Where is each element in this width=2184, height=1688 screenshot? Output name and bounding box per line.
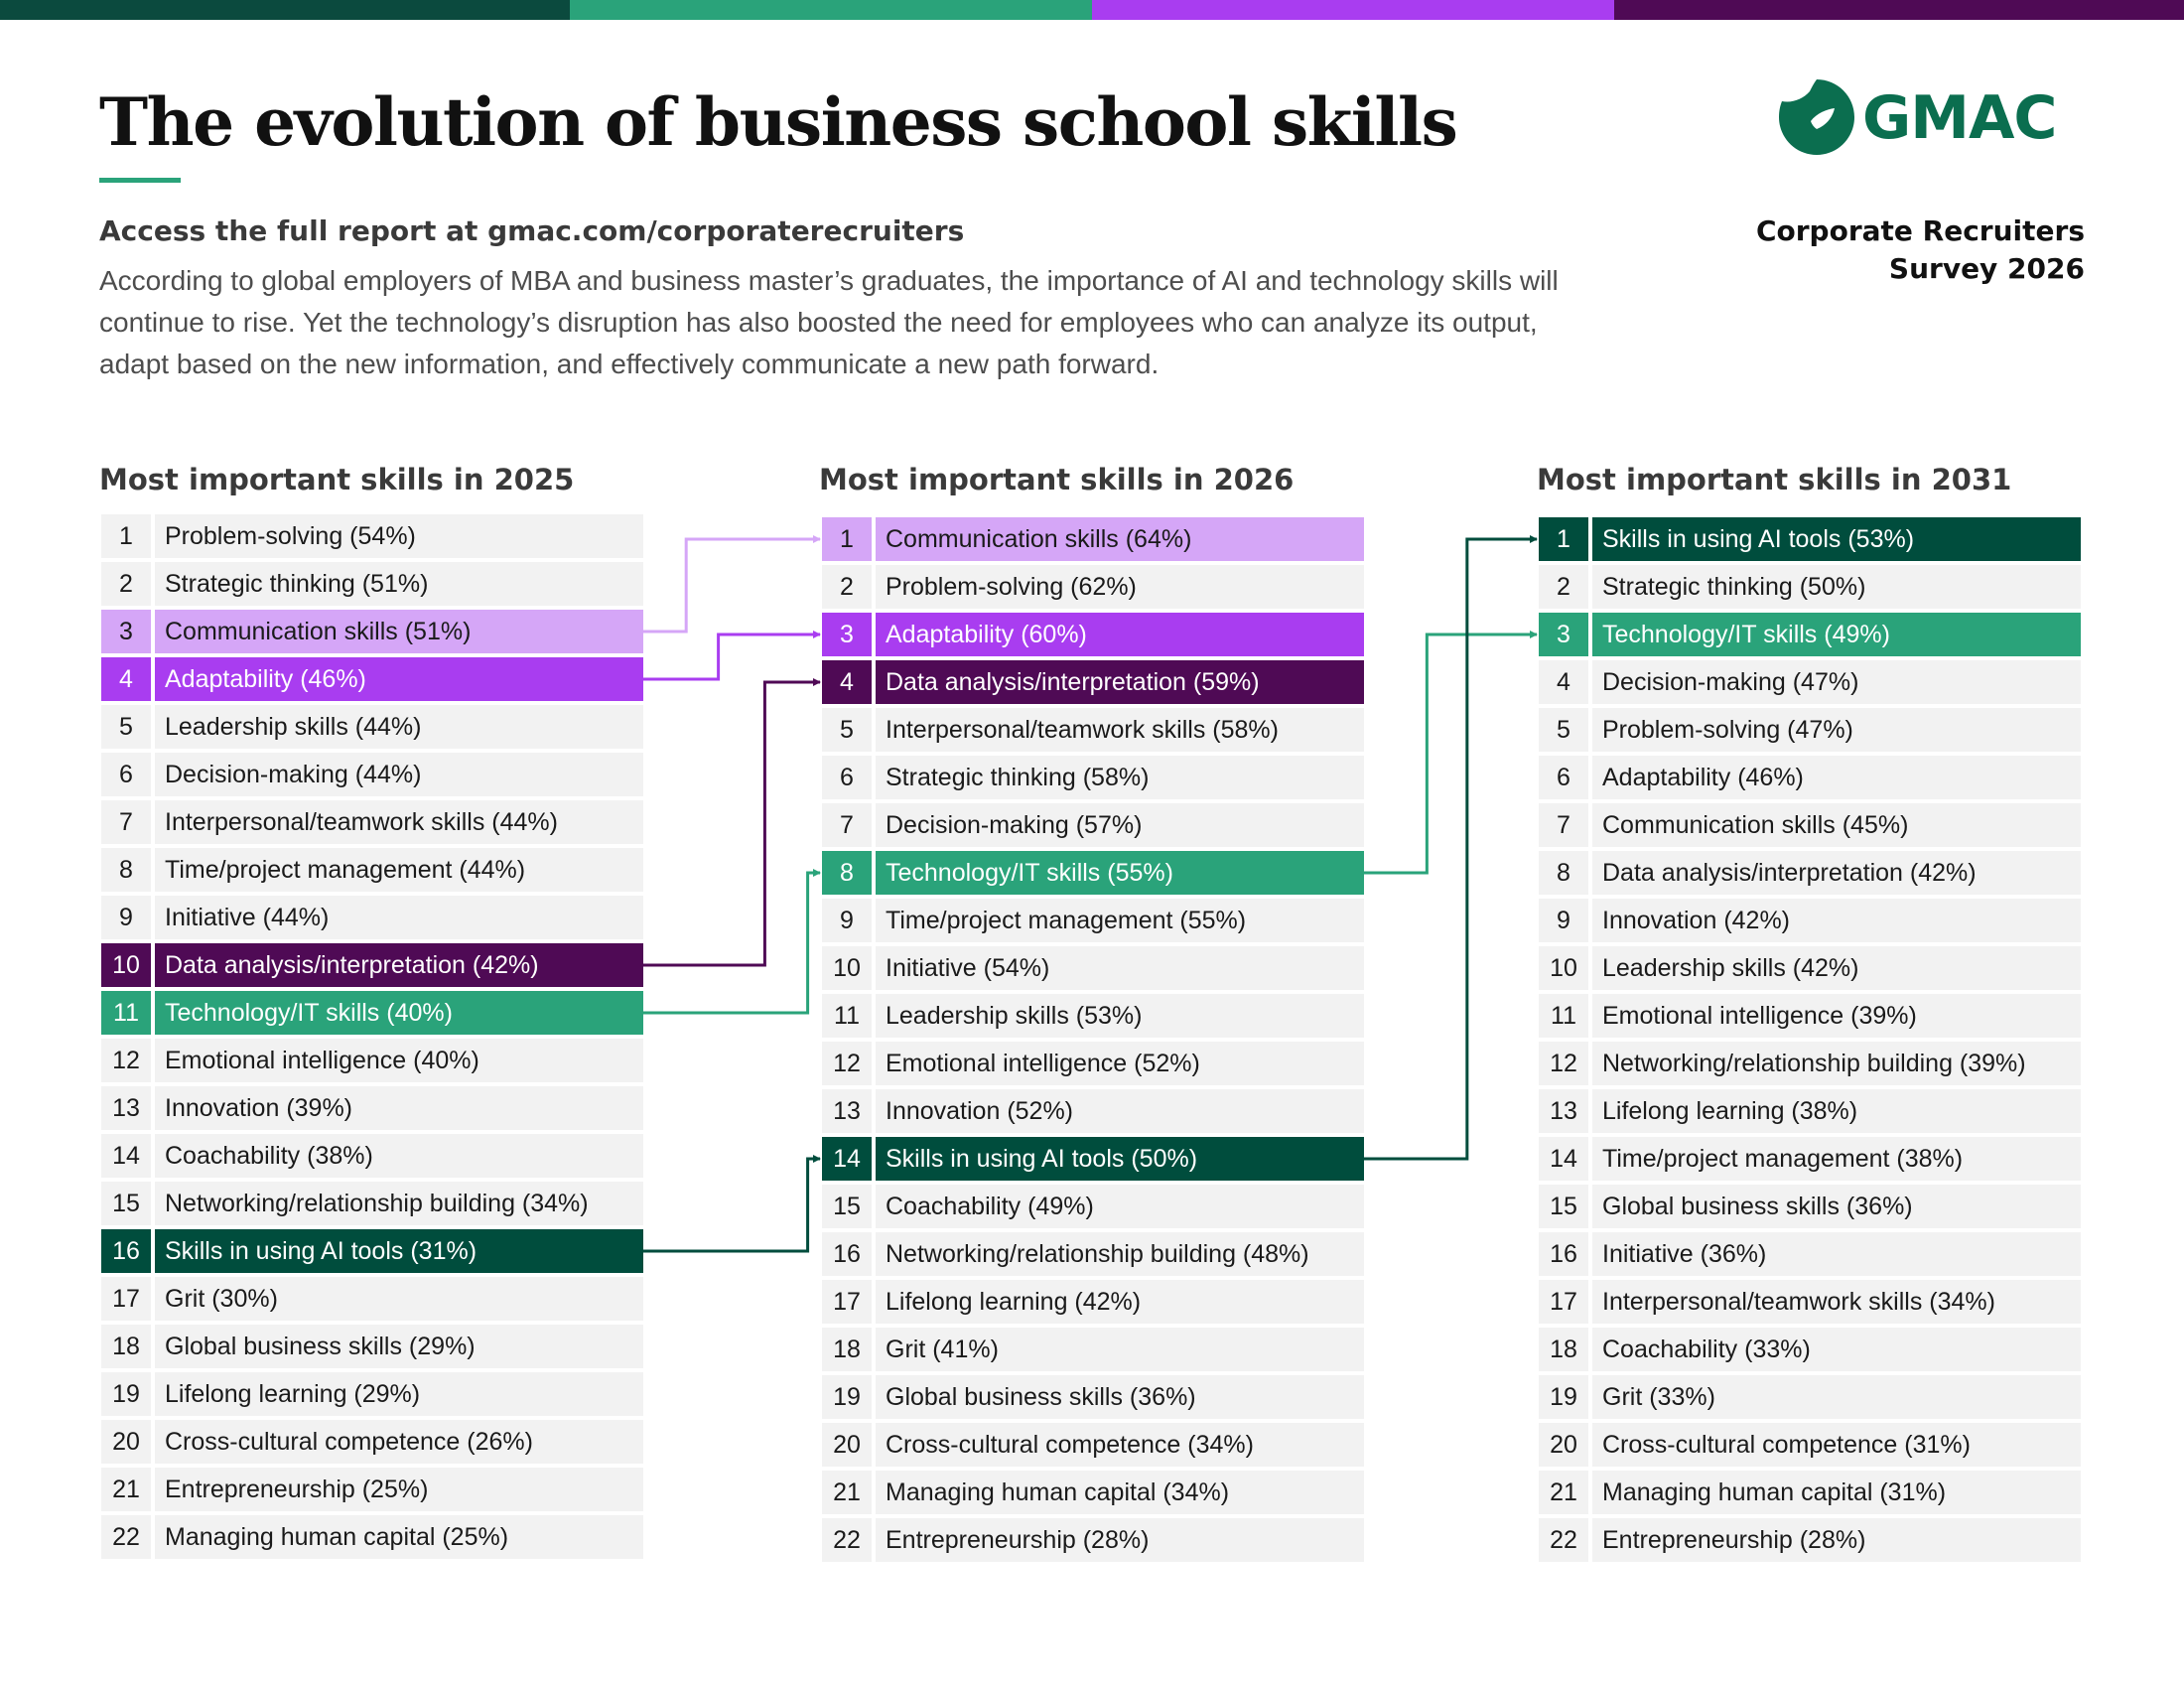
skill-label: Global business skills (29%) (155, 1325, 643, 1368)
skill-rank: 14 (822, 1137, 872, 1181)
skill-rank: 16 (1539, 1232, 1588, 1276)
skill-rank: 6 (101, 753, 151, 796)
skill-rank: 19 (101, 1372, 151, 1416)
skill-rank: 9 (1539, 899, 1588, 942)
skill-rank: 1 (822, 517, 872, 561)
skill-rank: 5 (822, 708, 872, 752)
skill-row (101, 1039, 643, 1082)
skill-label: Adaptability (60%) (876, 613, 1364, 656)
skill-label: Networking/relationship building (34%) (155, 1182, 643, 1225)
skill-label: Data analysis/interpretation (42%) (1592, 851, 2081, 895)
report-link[interactable]: Access the full report at gmac.com/corporaterecruiters (99, 214, 965, 247)
column-title-2026: Most important skills in 2026 (819, 463, 1295, 496)
skill-row (822, 756, 1364, 799)
skill-rank: 17 (1539, 1280, 1588, 1324)
skill-row (101, 753, 643, 796)
skill-row (1539, 1375, 2081, 1419)
skill-row (822, 1328, 1364, 1371)
skill-rank: 21 (1539, 1471, 1588, 1514)
skill-row (1539, 1328, 2081, 1371)
skill-rank: 12 (1539, 1042, 1588, 1085)
skill-label: Grit (41%) (876, 1328, 1364, 1371)
column-title-2025: Most important skills in 2025 (99, 463, 575, 496)
skill-row (1539, 1185, 2081, 1228)
skill-row (1539, 660, 2081, 704)
page-title: The evolution of business school skills (99, 83, 1457, 161)
skill-rank: 1 (1539, 517, 1588, 561)
skill-rank: 18 (1539, 1328, 1588, 1371)
skill-row (822, 1185, 1364, 1228)
skill-rank: 22 (822, 1518, 872, 1562)
skill-row (1539, 1518, 2081, 1562)
skill-rank: 4 (1539, 660, 1588, 704)
skill-label: Decision-making (44%) (155, 753, 643, 796)
skill-label: Entrepreneurship (28%) (876, 1518, 1364, 1562)
skill-rank: 9 (822, 899, 872, 942)
skill-rank: 10 (822, 946, 872, 990)
skill-label: Lifelong learning (42%) (876, 1280, 1364, 1324)
connector-arrow (643, 1159, 820, 1251)
skill-row (101, 1134, 643, 1178)
skill-label: Coachability (38%) (155, 1134, 643, 1178)
survey-label (1756, 212, 2085, 288)
skill-label: Interpersonal/teamwork skills (34%) (1592, 1280, 2081, 1324)
leaf-circle-icon (1775, 75, 1858, 159)
top-bar-segment-plum (1614, 0, 2184, 20)
skill-row (1539, 1471, 2081, 1514)
skill-row (101, 800, 643, 844)
skill-rank: 7 (1539, 803, 1588, 847)
skill-row (822, 660, 1364, 704)
skill-row (822, 613, 1364, 656)
skill-rank: 9 (101, 896, 151, 939)
connector-arrow (1364, 539, 1537, 1159)
skill-row (101, 705, 643, 749)
skill-row (1539, 1423, 2081, 1467)
skill-rank: 8 (101, 848, 151, 892)
skill-label: Grit (30%) (155, 1277, 643, 1321)
skill-label: Communication skills (45%) (1592, 803, 2081, 847)
skill-rank: 5 (1539, 708, 1588, 752)
skill-label: Technology/IT skills (49%) (1592, 613, 2081, 656)
skill-row (1539, 708, 2081, 752)
connector-arrow (643, 539, 820, 632)
skill-row (822, 1375, 1364, 1419)
skill-label: Data analysis/interpretation (59%) (876, 660, 1364, 704)
skill-rank: 8 (1539, 851, 1588, 895)
skill-row (101, 848, 643, 892)
skill-row (101, 1420, 643, 1464)
skill-label: Strategic thinking (50%) (1592, 565, 2081, 609)
skill-rank: 1 (101, 514, 151, 558)
skill-label: Problem-solving (54%) (155, 514, 643, 558)
skill-row (101, 943, 643, 987)
skill-rank: 15 (822, 1185, 872, 1228)
skill-label: Leadership skills (53%) (876, 994, 1364, 1038)
skill-rank: 20 (101, 1420, 151, 1464)
skill-row (1539, 1042, 2081, 1085)
skill-label: Cross-cultural competence (31%) (1592, 1423, 2081, 1467)
skill-row (1539, 994, 2081, 1038)
skill-rank: 19 (1539, 1375, 1588, 1419)
skill-row (1539, 613, 2081, 656)
skill-label: Initiative (36%) (1592, 1232, 2081, 1276)
skill-label: Innovation (52%) (876, 1089, 1364, 1133)
skill-row (101, 991, 643, 1035)
skill-row (822, 803, 1364, 847)
skill-label: Managing human capital (25%) (155, 1515, 643, 1559)
logo-wordmark: GMAC (1862, 83, 2057, 153)
skill-label: Entrepreneurship (25%) (155, 1468, 643, 1511)
skill-rank: 2 (822, 565, 872, 609)
skill-row (101, 657, 643, 701)
skill-label: Coachability (49%) (876, 1185, 1364, 1228)
skill-rank: 17 (822, 1280, 872, 1324)
skill-row (822, 1518, 1364, 1562)
skill-label: Interpersonal/teamwork skills (44%) (155, 800, 643, 844)
skill-label: Global business skills (36%) (1592, 1185, 2081, 1228)
skill-row (101, 514, 643, 558)
title-underline (99, 178, 181, 183)
skill-rank: 21 (101, 1468, 151, 1511)
skill-rank: 14 (101, 1134, 151, 1178)
skill-row (822, 708, 1364, 752)
skill-rank: 7 (101, 800, 151, 844)
skill-row (101, 1325, 643, 1368)
top-bar-segment-teal (570, 0, 1092, 20)
skill-rank: 11 (822, 994, 872, 1038)
skill-label: Emotional intelligence (40%) (155, 1039, 643, 1082)
skill-label: Managing human capital (34%) (876, 1471, 1364, 1514)
skill-label: Managing human capital (31%) (1592, 1471, 2081, 1514)
skill-label: Initiative (54%) (876, 946, 1364, 990)
skill-row (101, 1515, 643, 1559)
intro-paragraph: According to global employers of MBA and business master’s graduates, the importance of AI and technology skills will continue to rise. Yet the technology’s disruption has also boosted the need for employees who can analyze its output, adapt based on the new information, and effectively communicate a new path forward. (99, 265, 1559, 379)
skill-rank: 10 (1539, 946, 1588, 990)
skill-row (822, 899, 1364, 942)
skill-label: Adaptability (46%) (155, 657, 643, 701)
skill-label: Data analysis/interpretation (42%) (155, 943, 643, 987)
skill-label: Cross-cultural competence (34%) (876, 1423, 1364, 1467)
skill-row (101, 1086, 643, 1130)
skill-rank: 4 (101, 657, 151, 701)
top-bar-segment-purple (1092, 0, 1614, 20)
skill-row (822, 1280, 1364, 1324)
skill-label: Problem-solving (62%) (876, 565, 1364, 609)
skill-row (822, 565, 1364, 609)
skill-rank: 3 (1539, 613, 1588, 656)
skill-rank: 6 (822, 756, 872, 799)
skill-row (822, 1137, 1364, 1181)
skill-label: Leadership skills (44%) (155, 705, 643, 749)
skill-label: Emotional intelligence (39%) (1592, 994, 2081, 1038)
skill-label: Interpersonal/teamwork skills (58%) (876, 708, 1364, 752)
skill-rank: 18 (822, 1328, 872, 1371)
skill-rank: 12 (822, 1042, 872, 1085)
skill-row (1539, 565, 2081, 609)
skill-rank: 16 (822, 1232, 872, 1276)
skill-label: Innovation (42%) (1592, 899, 2081, 942)
survey-line-1: Corporate Recruiters (1755, 214, 2085, 247)
connector-arrow (643, 873, 820, 1013)
skill-label: Emotional intelligence (52%) (876, 1042, 1364, 1085)
skill-row (101, 1182, 643, 1225)
skill-row (1539, 946, 2081, 990)
skill-row (1539, 899, 2081, 942)
skill-row (101, 1229, 643, 1273)
skill-label: Lifelong learning (29%) (155, 1372, 643, 1416)
skill-row (1539, 1089, 2081, 1133)
skill-label: Leadership skills (42%) (1592, 946, 2081, 990)
skill-row (822, 1089, 1364, 1133)
skill-rank: 8 (822, 851, 872, 895)
skill-rank: 16 (101, 1229, 151, 1273)
skill-rank: 11 (101, 991, 151, 1035)
skill-label: Skills in using AI tools (53%) (1592, 517, 2081, 561)
skill-rank: 19 (822, 1375, 872, 1419)
connector-arrow (643, 634, 820, 679)
skill-label: Communication skills (64%) (876, 517, 1364, 561)
skill-row (822, 1471, 1364, 1514)
skill-rank: 20 (822, 1423, 872, 1467)
top-color-bar (0, 0, 2184, 20)
survey-line-2: Survey 2026 (1888, 252, 2085, 285)
skill-rank: 7 (822, 803, 872, 847)
connector-arrow (1364, 634, 1537, 873)
skill-rank: 14 (1539, 1137, 1588, 1181)
skill-rank: 13 (101, 1086, 151, 1130)
skill-rank: 17 (101, 1277, 151, 1321)
skill-rank: 2 (1539, 565, 1588, 609)
skill-rank: 3 (101, 610, 151, 653)
skill-row (101, 1372, 643, 1416)
skill-row (101, 1277, 643, 1321)
skill-rank: 21 (822, 1471, 872, 1514)
skill-label: Global business skills (36%) (876, 1375, 1364, 1419)
skill-label: Innovation (39%) (155, 1086, 643, 1130)
skill-rank: 6 (1539, 756, 1588, 799)
skill-label: Time/project management (44%) (155, 848, 643, 892)
skill-label: Grit (33%) (1592, 1375, 2081, 1419)
skill-label: Skills in using AI tools (50%) (876, 1137, 1364, 1181)
skill-row (1539, 803, 2081, 847)
skill-row (822, 1232, 1364, 1276)
skill-label: Problem-solving (47%) (1592, 708, 2081, 752)
skill-label: Cross-cultural competence (26%) (155, 1420, 643, 1464)
skill-rank: 13 (822, 1089, 872, 1133)
skill-label: Coachability (33%) (1592, 1328, 2081, 1371)
skill-row (822, 1042, 1364, 1085)
skill-rank: 5 (101, 705, 151, 749)
skill-rank: 10 (101, 943, 151, 987)
skill-label: Decision-making (57%) (876, 803, 1364, 847)
skill-label: Strategic thinking (51%) (155, 562, 643, 606)
skill-label: Lifelong learning (38%) (1592, 1089, 2081, 1133)
skill-label: Skills in using AI tools (31%) (155, 1229, 643, 1273)
top-bar-segment-dark-green (0, 0, 570, 20)
skill-row (1539, 851, 2081, 895)
skill-rank: 15 (101, 1182, 151, 1225)
skill-rank: 18 (101, 1325, 151, 1368)
skill-row (101, 1468, 643, 1511)
skill-rank: 13 (1539, 1089, 1588, 1133)
skill-label: Decision-making (47%) (1592, 660, 2081, 704)
skill-row (101, 610, 643, 653)
skill-rank: 20 (1539, 1423, 1588, 1467)
skill-row (1539, 1137, 2081, 1181)
skill-label: Technology/IT skills (40%) (155, 991, 643, 1035)
skill-row (1539, 1232, 2081, 1276)
skill-row (101, 896, 643, 939)
gmac-logo[interactable] (1775, 75, 2091, 159)
skill-label: Adaptability (46%) (1592, 756, 2081, 799)
skill-row (1539, 756, 2081, 799)
skill-row (1539, 1280, 2081, 1324)
skill-label: Time/project management (38%) (1592, 1137, 2081, 1181)
skill-row (822, 851, 1364, 895)
skill-label: Communication skills (51%) (155, 610, 643, 653)
skill-rank: 3 (822, 613, 872, 656)
skill-label: Strategic thinking (58%) (876, 756, 1364, 799)
skill-row (101, 562, 643, 606)
skill-row (822, 946, 1364, 990)
skill-label: Technology/IT skills (55%) (876, 851, 1364, 895)
skill-row (822, 994, 1364, 1038)
skill-rank: 15 (1539, 1185, 1588, 1228)
skill-row (1539, 517, 2081, 561)
connector-arrow (643, 682, 820, 965)
skill-label: Time/project management (55%) (876, 899, 1364, 942)
skill-rank: 4 (822, 660, 872, 704)
skill-row (822, 1423, 1364, 1467)
skill-rank: 12 (101, 1039, 151, 1082)
skill-label: Networking/relationship building (48%) (876, 1232, 1364, 1276)
skill-label: Entrepreneurship (28%) (1592, 1518, 2081, 1562)
skill-row (822, 517, 1364, 561)
skill-label: Networking/relationship building (39%) (1592, 1042, 2081, 1085)
column-title-2031: Most important skills in 2031 (1537, 463, 2012, 496)
skill-rank: 22 (1539, 1518, 1588, 1562)
skill-rank: 22 (101, 1515, 151, 1559)
skill-rank: 11 (1539, 994, 1588, 1038)
skill-rank: 2 (101, 562, 151, 606)
skill-label: Initiative (44%) (155, 896, 643, 939)
